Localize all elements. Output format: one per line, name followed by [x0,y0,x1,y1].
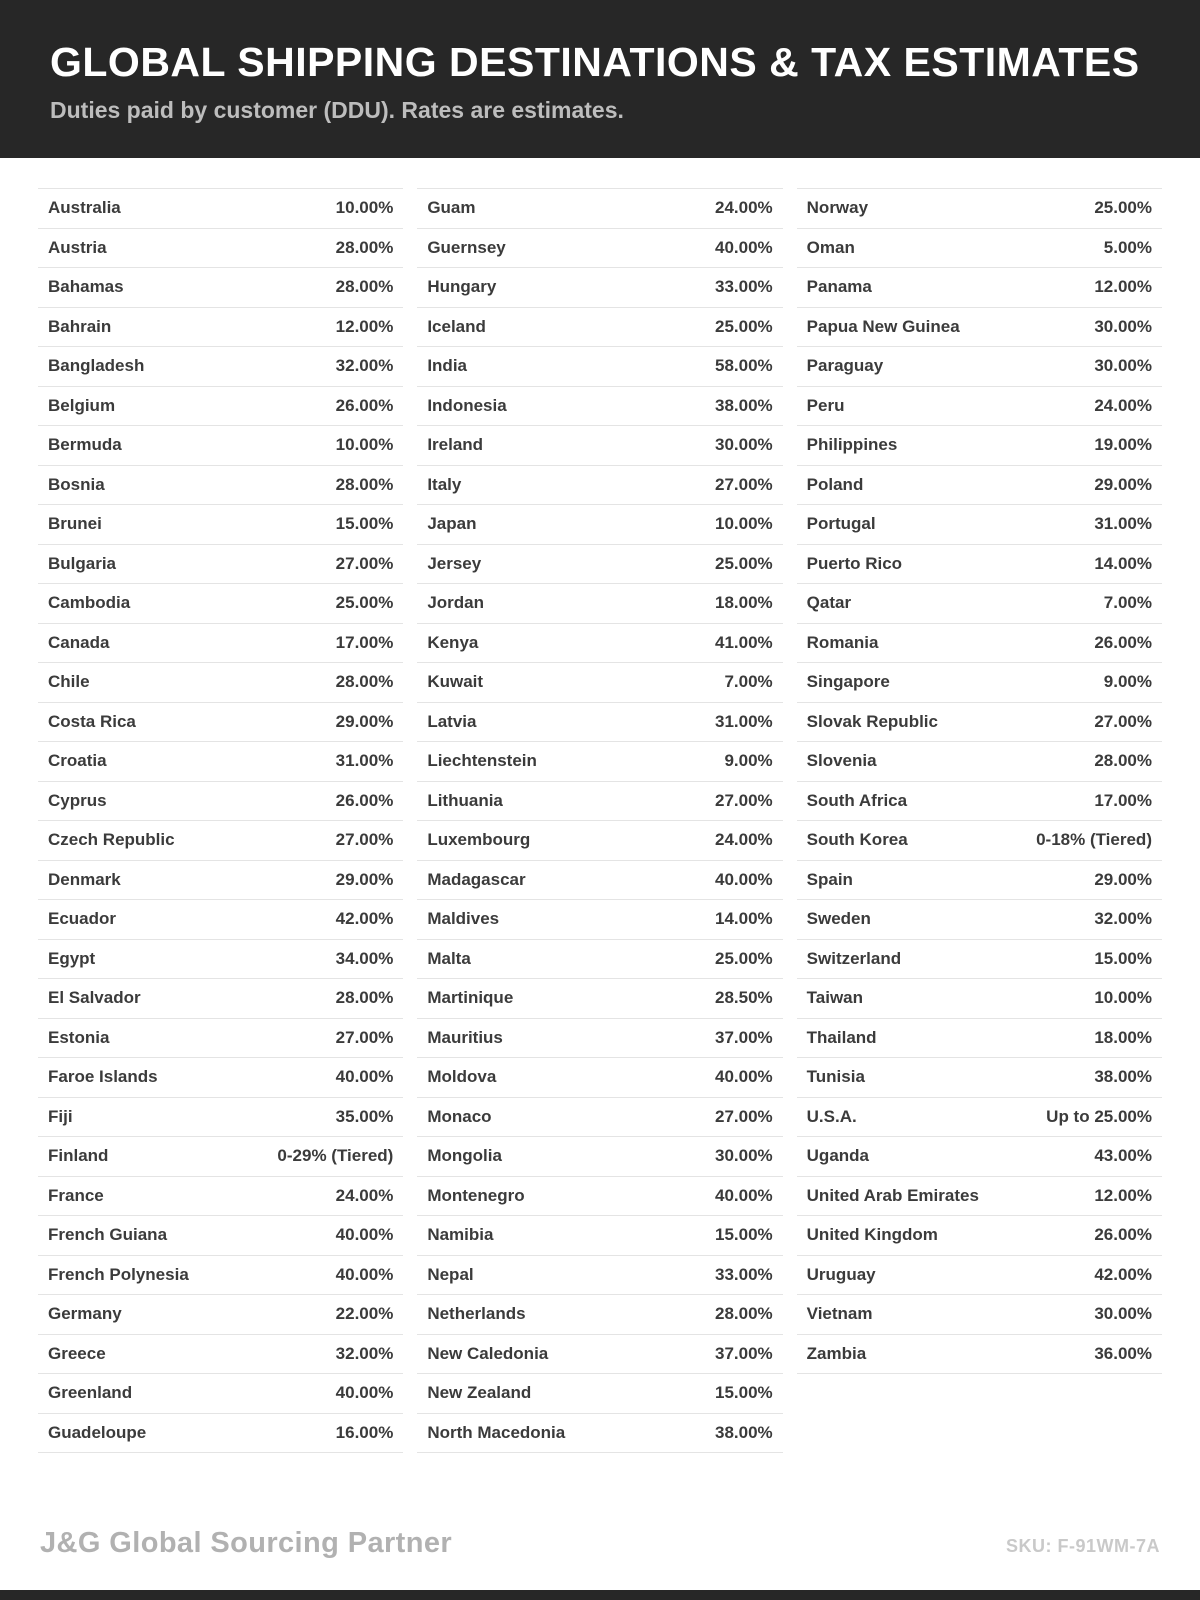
table-row [797,624,1162,664]
tax-rate: 15.00% [714,1225,773,1245]
table-row [797,900,1162,940]
tax-rate: 28.00% [335,672,394,692]
country-name: Greenland [48,1383,133,1403]
table-row [797,742,1162,782]
table-row [797,1216,1162,1256]
tax-rate: 26.00% [1094,632,1152,652]
tax-rate: 25.00% [714,316,773,336]
country-name: Cambodia [48,593,131,613]
tax-rate: 17.00% [335,632,394,652]
country-name: Malta [427,948,471,968]
tax-rate: 42.00% [335,909,394,929]
tax-rate: 15.00% [714,1383,773,1403]
table-row [797,1137,1162,1177]
tax-rate: 40.00% [714,1185,773,1205]
country-name: Netherlands [427,1304,526,1324]
tax-rate: 9.00% [1103,672,1152,692]
table-row [417,782,782,822]
table-row [38,782,403,822]
country-name: Portugal [806,514,876,534]
table-row [417,229,782,269]
table-row [417,821,782,861]
tax-rate: 10.00% [335,435,394,455]
table-row [797,1058,1162,1098]
tax-rate: 10.00% [335,198,394,218]
country-name: Germany [48,1304,122,1324]
tax-rate: 40.00% [335,1264,394,1284]
country-name: Kenya [427,632,479,652]
tax-rate: 27.00% [714,1106,773,1126]
tax-rate: 35.00% [335,1106,394,1126]
country-name: Mauritius [427,1027,503,1047]
table-row [797,703,1162,743]
table-row [797,1098,1162,1138]
tax-rate: Up to 25.00% [1046,1106,1152,1126]
tax-rate: 40.00% [714,1067,773,1087]
tax-rate: 40.00% [714,869,773,889]
tax-rate: 10.00% [1094,988,1152,1008]
tax-rate: 40.00% [335,1383,394,1403]
country-name: Denmark [48,869,121,889]
tax-rate: 18.00% [1094,1027,1152,1047]
tax-rate: 31.00% [1094,514,1152,534]
tax-rate: 40.00% [335,1067,394,1087]
country-name: Indonesia [427,395,507,415]
table-row [417,1177,782,1217]
country-name: Romania [806,632,879,652]
tax-rate: 7.00% [724,672,773,692]
tax-rate: 33.00% [714,1264,773,1284]
country-name: India [427,356,467,376]
country-name: Lithuania [427,790,503,810]
country-name: Croatia [48,751,107,771]
tax-rate: 33.00% [714,277,773,297]
rate-column [417,188,782,1453]
country-name: Japan [427,514,477,534]
country-name: Puerto Rico [806,553,903,573]
table-row [417,347,782,387]
country-name: Mongolia [427,1146,502,1166]
country-name: Nepal [427,1264,474,1284]
tax-rate: 7.00% [1103,593,1152,613]
country-name: Austria [48,237,107,257]
country-name: Poland [806,474,864,494]
tax-rate: 30.00% [714,435,773,455]
table-row [797,545,1162,585]
table-row [38,1137,403,1177]
table-row [797,308,1162,348]
country-name: Guadeloupe [48,1422,147,1442]
tax-rate: 25.00% [714,553,773,573]
country-name: Zambia [806,1343,867,1363]
table-row [38,900,403,940]
country-name: Switzerland [806,948,902,968]
table-row [38,505,403,545]
tax-rate: 43.00% [1094,1146,1152,1166]
table-row [417,979,782,1019]
footer-sku: SKU: F-91WM-7A [1006,1536,1160,1556]
tax-rate: 28.00% [335,237,394,257]
tax-rate: 27.00% [335,553,394,573]
country-name: Egypt [48,948,96,968]
tax-rate: 26.00% [1094,1225,1152,1245]
tax-rate: 28.00% [1094,751,1152,771]
country-name: Ireland [427,435,484,455]
country-name: Canada [48,632,110,652]
tax-rate: 37.00% [714,1027,773,1047]
tax-rate: 28.50% [714,988,773,1008]
table-row [38,1256,403,1296]
page-footer [40,1527,1160,1560]
tax-rate: 42.00% [1094,1264,1152,1284]
country-name: Slovenia [806,751,877,771]
table-row [417,545,782,585]
table-row [797,1019,1162,1059]
table-row [38,979,403,1019]
country-name: Bermuda [48,435,122,455]
tax-rate: 29.00% [1094,474,1152,494]
page-header [0,0,1200,158]
country-name: Italy [427,474,462,494]
tax-rate: 27.00% [714,474,773,494]
tax-rate: 40.00% [714,237,773,257]
country-name: Chile [48,672,90,692]
tax-rate: 38.00% [1094,1067,1152,1087]
country-name: South Korea [806,830,908,850]
tax-rate: 40.00% [335,1225,394,1245]
tax-rate: 0-18% (Tiered) [1036,830,1152,850]
table-row [797,861,1162,901]
tax-rate: 22.00% [335,1304,394,1324]
country-name: Sweden [806,909,871,929]
country-name: Vietnam [806,1304,873,1324]
tax-rate: 32.00% [335,356,394,376]
tax-rate: 12.00% [1094,277,1152,297]
tax-rate: 34.00% [335,948,394,968]
country-name: Greece [48,1343,106,1363]
country-name: Brunei [48,514,102,534]
tax-rate: 27.00% [335,1027,394,1047]
table-row [417,1098,782,1138]
table-row [417,1137,782,1177]
country-name: Uganda [806,1146,869,1166]
table-row [417,900,782,940]
tax-rate: 9.00% [724,751,773,771]
country-name: Jordan [427,593,485,613]
table-row [417,189,782,229]
table-row [797,979,1162,1019]
country-name: South Africa [806,790,908,810]
table-row [38,308,403,348]
table-row [38,426,403,466]
country-name: Fiji [48,1106,73,1126]
table-row [417,1216,782,1256]
country-name: Faroe Islands [48,1067,158,1087]
country-name: Oman [806,237,855,257]
table-row [797,584,1162,624]
country-name: Australia [48,198,121,218]
bottom-accent-bar [0,1590,1200,1600]
country-name: Hungary [427,277,497,297]
country-name: New Caledonia [427,1343,549,1363]
table-row [797,782,1162,822]
table-row [797,387,1162,427]
country-name: Moldova [427,1067,497,1087]
tax-rate: 12.00% [1094,1185,1152,1205]
country-name: Finland [48,1146,109,1166]
country-name: Guam [427,198,476,218]
tax-rate: 32.00% [1094,909,1152,929]
country-name: El Salvador [48,988,141,1008]
table-row [797,1256,1162,1296]
footer-brand: J&G Global Sourcing Partner [40,1527,453,1559]
country-name: France [48,1185,104,1205]
country-name: Tunisia [806,1067,865,1087]
country-name: Maldives [427,909,500,929]
tax-rate: 41.00% [714,632,773,652]
country-name: Bahrain [48,316,112,336]
table-row [417,1019,782,1059]
tax-rate: 29.00% [335,711,394,731]
country-name: French Polynesia [48,1264,189,1284]
tax-rate: 30.00% [1094,1304,1152,1324]
tax-rate: 12.00% [335,316,394,336]
country-name: Guernsey [427,237,506,257]
table-row [797,1295,1162,1335]
table-row [797,229,1162,269]
tax-rate: 28.00% [335,474,394,494]
country-name: Bangladesh [48,356,145,376]
page-subtitle: Duties paid by customer (DDU). Rates are estimates. [50,97,624,124]
country-name: New Zealand [427,1383,532,1403]
country-name: Jersey [427,553,482,573]
country-name: Peru [806,395,845,415]
country-name: Belgium [48,395,116,415]
table-row [417,387,782,427]
tax-rate: 24.00% [714,198,773,218]
table-row [38,268,403,308]
table-row [797,347,1162,387]
table-row [38,742,403,782]
rate-column [797,188,1162,1374]
table-row [797,268,1162,308]
tax-rate: 28.00% [335,988,394,1008]
table-row [797,505,1162,545]
table-row [797,821,1162,861]
table-row [417,1335,782,1375]
tax-rate: 31.00% [335,751,394,771]
country-name: Singapore [806,672,890,692]
country-name: Panama [806,277,872,297]
tax-rate: 24.00% [1094,395,1152,415]
country-name: Costa Rica [48,711,136,731]
table-row [38,821,403,861]
tax-rate: 0-29% (Tiered) [277,1146,394,1166]
table-row [797,940,1162,980]
table-row [417,584,782,624]
tax-rate: 30.00% [1094,356,1152,376]
tax-rate: 27.00% [335,830,394,850]
tax-rate: 25.00% [335,593,394,613]
table-row [417,268,782,308]
tax-rate: 58.00% [714,356,773,376]
table-row [417,505,782,545]
table-row [417,742,782,782]
country-name: Paraguay [806,356,884,376]
tax-rate: 24.00% [335,1185,394,1205]
table-row [38,624,403,664]
country-name: Czech Republic [48,830,175,850]
table-row [38,545,403,585]
table-row [38,940,403,980]
country-name: Bulgaria [48,553,117,573]
tax-rate: 38.00% [714,1422,773,1442]
country-name: French Guiana [48,1225,168,1245]
tax-rate: 16.00% [335,1422,394,1442]
table-row [417,1256,782,1296]
tax-rate: 17.00% [1094,790,1152,810]
table-row [797,1335,1162,1375]
table-row [417,1374,782,1414]
tax-rate: 14.00% [714,909,773,929]
table-row [797,1177,1162,1217]
tax-rate: 27.00% [1094,711,1152,731]
table-row [38,1019,403,1059]
tax-rate: 19.00% [1094,435,1152,455]
table-row [417,663,782,703]
country-name: Taiwan [806,988,864,1008]
table-row [38,584,403,624]
country-name: U.S.A. [806,1106,857,1126]
tax-rate: 27.00% [714,790,773,810]
tax-rate: 18.00% [714,593,773,613]
table-row [38,1216,403,1256]
country-name: Latvia [427,711,477,731]
tax-rate: 25.00% [714,948,773,968]
page-title: GLOBAL SHIPPING DESTINATIONS & TAX ESTIMATES [50,39,1140,85]
country-name: Qatar [806,593,852,613]
tax-rate: 36.00% [1094,1343,1152,1363]
country-name: Monaco [427,1106,492,1126]
country-name: Estonia [48,1027,110,1047]
rate-column [38,188,403,1453]
table-row [38,861,403,901]
table-row [38,703,403,743]
country-name: Philippines [806,435,898,455]
country-name: Ecuador [48,909,117,929]
table-row [417,624,782,664]
country-name: Thailand [806,1027,877,1047]
table-row [38,189,403,229]
country-name: Bosnia [48,474,105,494]
country-name: Namibia [427,1225,494,1245]
country-name: Liechtenstein [427,751,537,771]
table-row [38,387,403,427]
country-name: Papua New Guinea [806,316,960,336]
table-row [38,1295,403,1335]
tax-rate: 37.00% [714,1343,773,1363]
tax-rate: 15.00% [1094,948,1152,968]
tax-rate: 28.00% [335,277,394,297]
table-row [38,1374,403,1414]
country-name: Cyprus [48,790,107,810]
rate-table [0,158,1200,1453]
tax-rate: 25.00% [1094,198,1152,218]
tax-rate: 28.00% [714,1304,773,1324]
table-row [38,1058,403,1098]
tax-rate: 31.00% [714,711,773,731]
tax-rate: 32.00% [335,1343,394,1363]
table-row [417,426,782,466]
table-row [38,1177,403,1217]
tax-rate: 15.00% [335,514,394,534]
country-name: Bahamas [48,277,124,297]
tax-rate: 30.00% [714,1146,773,1166]
table-row [38,1098,403,1138]
table-row [797,466,1162,506]
tax-rate: 26.00% [335,790,394,810]
table-row [797,663,1162,703]
country-name: Kuwait [427,672,484,692]
table-row [417,1414,782,1454]
tax-rate: 30.00% [1094,316,1152,336]
table-row [417,308,782,348]
table-row [797,426,1162,466]
country-name: Norway [806,198,869,218]
country-name: Luxembourg [427,830,531,850]
table-row [797,189,1162,229]
table-row [417,1295,782,1335]
country-name: Spain [806,869,853,889]
country-name: United Arab Emirates [806,1185,979,1205]
country-name: United Kingdom [806,1225,938,1245]
country-name: Madagascar [427,869,526,889]
table-row [38,466,403,506]
tax-rate: 26.00% [335,395,394,415]
country-name: North Macedonia [427,1422,566,1442]
table-row [38,663,403,703]
table-row [417,940,782,980]
tax-rate: 29.00% [335,869,394,889]
table-row [38,229,403,269]
country-name: Martinique [427,988,514,1008]
country-name: Slovak Republic [806,711,938,731]
table-row [38,347,403,387]
tax-rate: 29.00% [1094,869,1152,889]
country-name: Uruguay [806,1264,876,1284]
tax-rate: 14.00% [1094,553,1152,573]
table-row [417,703,782,743]
table-row [417,861,782,901]
tax-rate: 5.00% [1103,237,1152,257]
table-row [38,1414,403,1454]
tax-rate: 38.00% [714,395,773,415]
country-name: Montenegro [427,1185,525,1205]
tax-rate: 24.00% [714,830,773,850]
tax-rate: 10.00% [714,514,773,534]
country-name: Iceland [427,316,486,336]
table-row [417,466,782,506]
table-row [38,1335,403,1375]
table-row [417,1058,782,1098]
